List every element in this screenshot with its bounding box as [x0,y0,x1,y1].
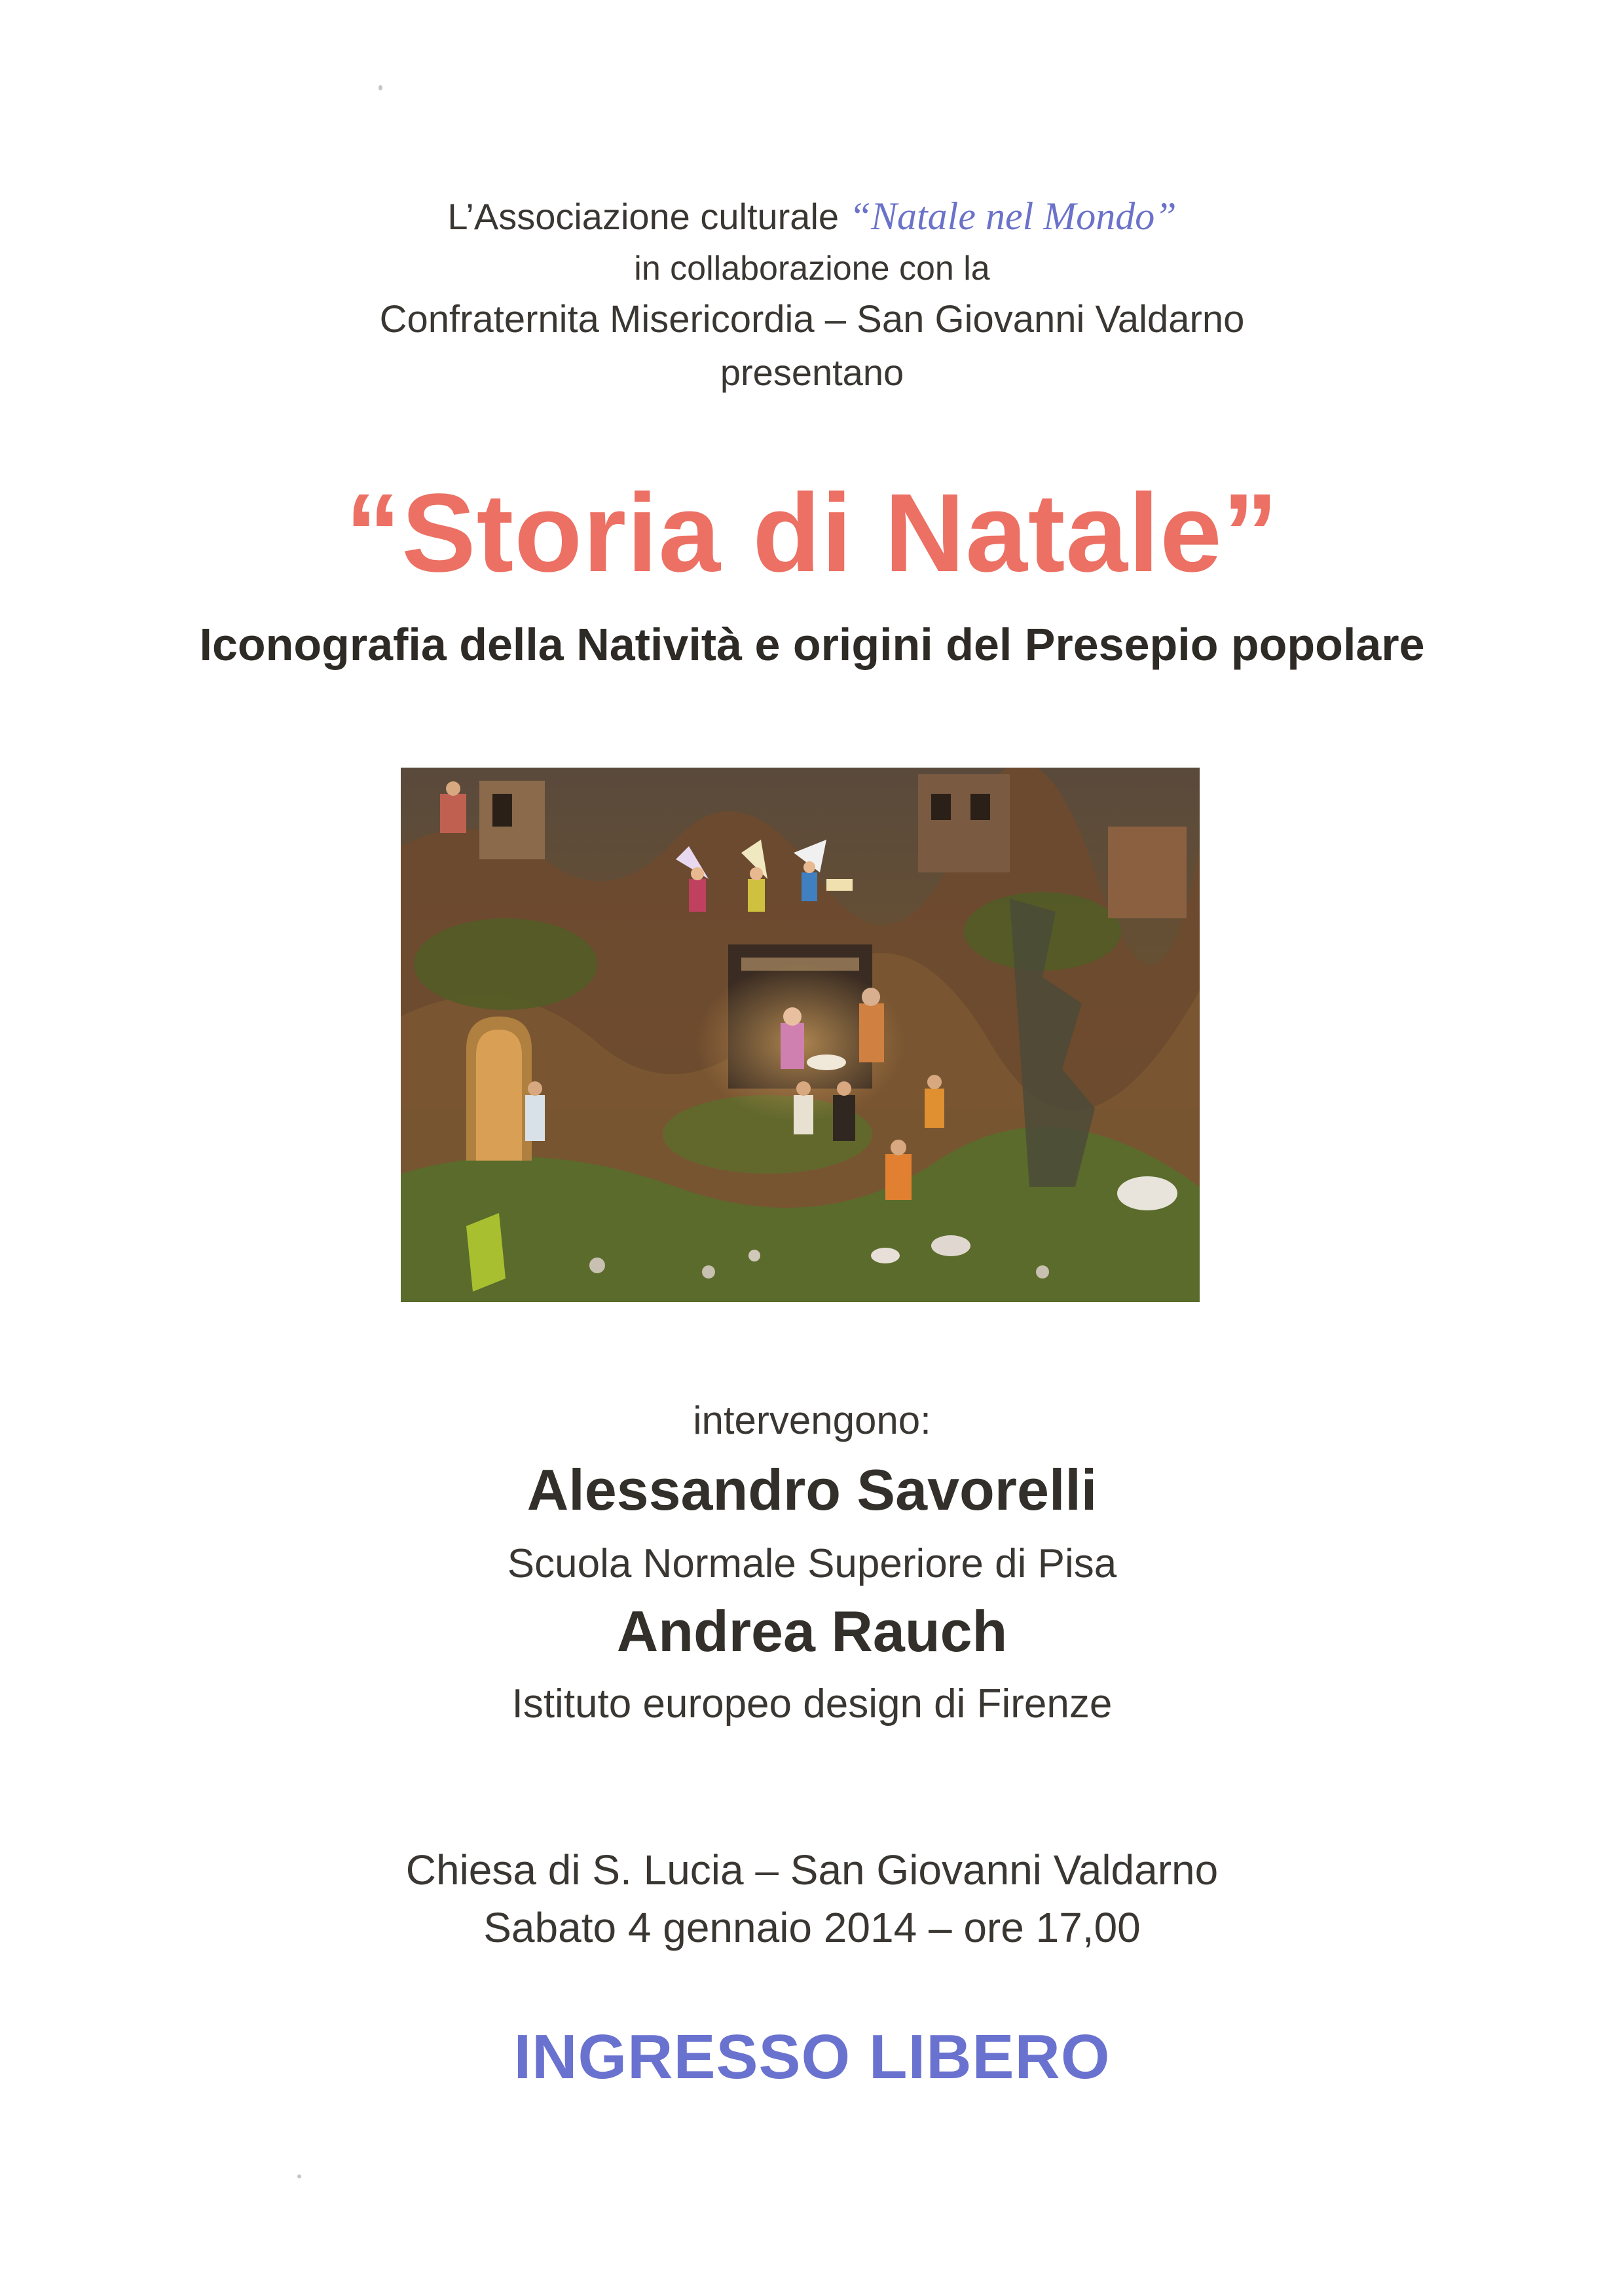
event-datetime: Sabato 4 gennaio 2014 – ore 17,00 [483,1904,1141,1951]
intro-line [0,194,1624,239]
intro-prefix: L’Associazione culturale [447,196,840,237]
event-title: “Storia di Natale” [345,471,1279,595]
speaker-affiliation: Istituto europeo design di Firenze [511,1681,1113,1726]
nativity-crib-scene-photo [401,768,1200,1302]
scan-speck [297,2174,301,2178]
association-name: “Natale nel Mondo” [849,195,1177,238]
venue-place: Chiesa di S. Lucia – San Giovanni Valdarno [405,1846,1219,1894]
speaker-name: Alessandro Savorelli [526,1457,1098,1522]
event-subtitle: Iconografia della Natività e origini del Presepio popolare [199,619,1425,670]
presenting-line: presentano [720,352,904,393]
free-entry-label: INGRESSO LIBERO [513,2022,1111,2092]
collaboration-line: in collaborazione con la [634,250,990,288]
speaker-affiliation: Scuola Normale Superiore di Pisa [507,1541,1117,1586]
scan-speck [378,85,382,90]
speakers-label: intervengono: [693,1398,931,1442]
speaker-name: Andrea Rauch [616,1599,1008,1664]
partner-line: Confraternita Misericordia – San Giovanni Valdarno [379,298,1245,341]
